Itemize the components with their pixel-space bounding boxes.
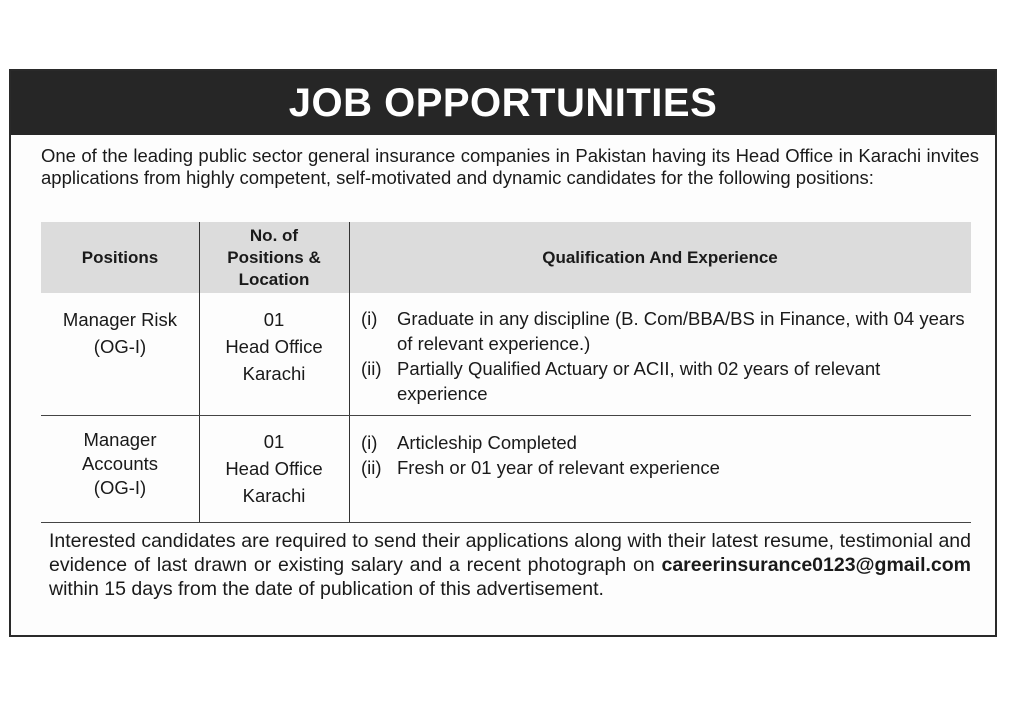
qualification-item <box>361 430 971 455</box>
closing-paragraph <box>49 529 971 601</box>
column-header-count-line-2: Positions & <box>227 247 321 267</box>
column-header-positions-label: Positions <box>81 247 159 267</box>
qualification-number: (ii) <box>361 358 382 379</box>
position-title: Manager Risk <box>62 309 178 330</box>
qualification-text: Articleship Completed <box>397 432 577 453</box>
column-header-qualification-label: Qualification And Experience <box>542 247 778 267</box>
qualification-text: Partially Qualified Actuary or ACII, with 02 years of relevant experience <box>397 358 881 404</box>
location-line: Head Office <box>225 458 323 479</box>
column-header-count-location <box>199 222 349 293</box>
table-row-1-location <box>199 306 349 387</box>
row-divider <box>41 522 971 523</box>
qualification-number: (i) <box>361 432 378 453</box>
job-advertisement <box>9 69 997 637</box>
table-row-2-position <box>41 428 199 500</box>
table-row-2-location <box>199 428 349 509</box>
column-header-count-line-1: No. of <box>249 225 299 245</box>
location-line: Karachi <box>242 485 306 506</box>
position-grade: (OG-I) <box>93 336 147 357</box>
position-count: 01 <box>263 431 285 452</box>
qualification-item <box>361 356 971 406</box>
column-header-positions <box>41 222 199 293</box>
contact-email-link[interactable]: careerinsurance0123@gmail.com <box>661 554 971 576</box>
column-header-count-line-3: Location <box>238 269 310 289</box>
table-row-1-position <box>41 306 199 360</box>
qualification-number: (i) <box>361 308 378 329</box>
table-row-2-qualifications <box>361 430 971 480</box>
qualification-text: Graduate in any discipline (B. Com/BBA/BS in Finance, with 04 years of relevant experience.) <box>397 308 965 354</box>
closing-text: within 15 days from the date of publication of this advertisement. <box>49 578 604 600</box>
row-divider <box>41 415 971 416</box>
positions-table <box>41 222 971 523</box>
column-divider <box>349 222 350 523</box>
qualification-text: Fresh or 01 year of relevant experience <box>397 457 720 478</box>
column-header-qualification <box>349 222 971 293</box>
qualification-item <box>361 306 971 356</box>
table-header <box>41 222 971 293</box>
position-grade: (OG-I) <box>93 477 147 498</box>
position-title: Accounts <box>81 453 159 474</box>
intro-paragraph: One of the leading public sector general insurance companies in Pakistan having its Head Office in Karachi invites applications from highly competent, self-motivated and dynamic candidates for the following positions: <box>41 145 979 188</box>
qualification-item <box>361 455 971 480</box>
qualification-number: (ii) <box>361 457 382 478</box>
location-line: Karachi <box>242 363 306 384</box>
page-title: JOB OPPORTUNITIES <box>11 71 995 135</box>
position-title: Manager <box>83 429 157 450</box>
closing-text: Interested candidates are required to send their applications along with their latest resume, testimonial and evidence of last drawn or existing salary and a recent photograph on <box>49 530 971 576</box>
position-count: 01 <box>263 309 285 330</box>
location-line: Head Office <box>225 336 323 357</box>
table-row-1-qualifications <box>361 306 971 406</box>
